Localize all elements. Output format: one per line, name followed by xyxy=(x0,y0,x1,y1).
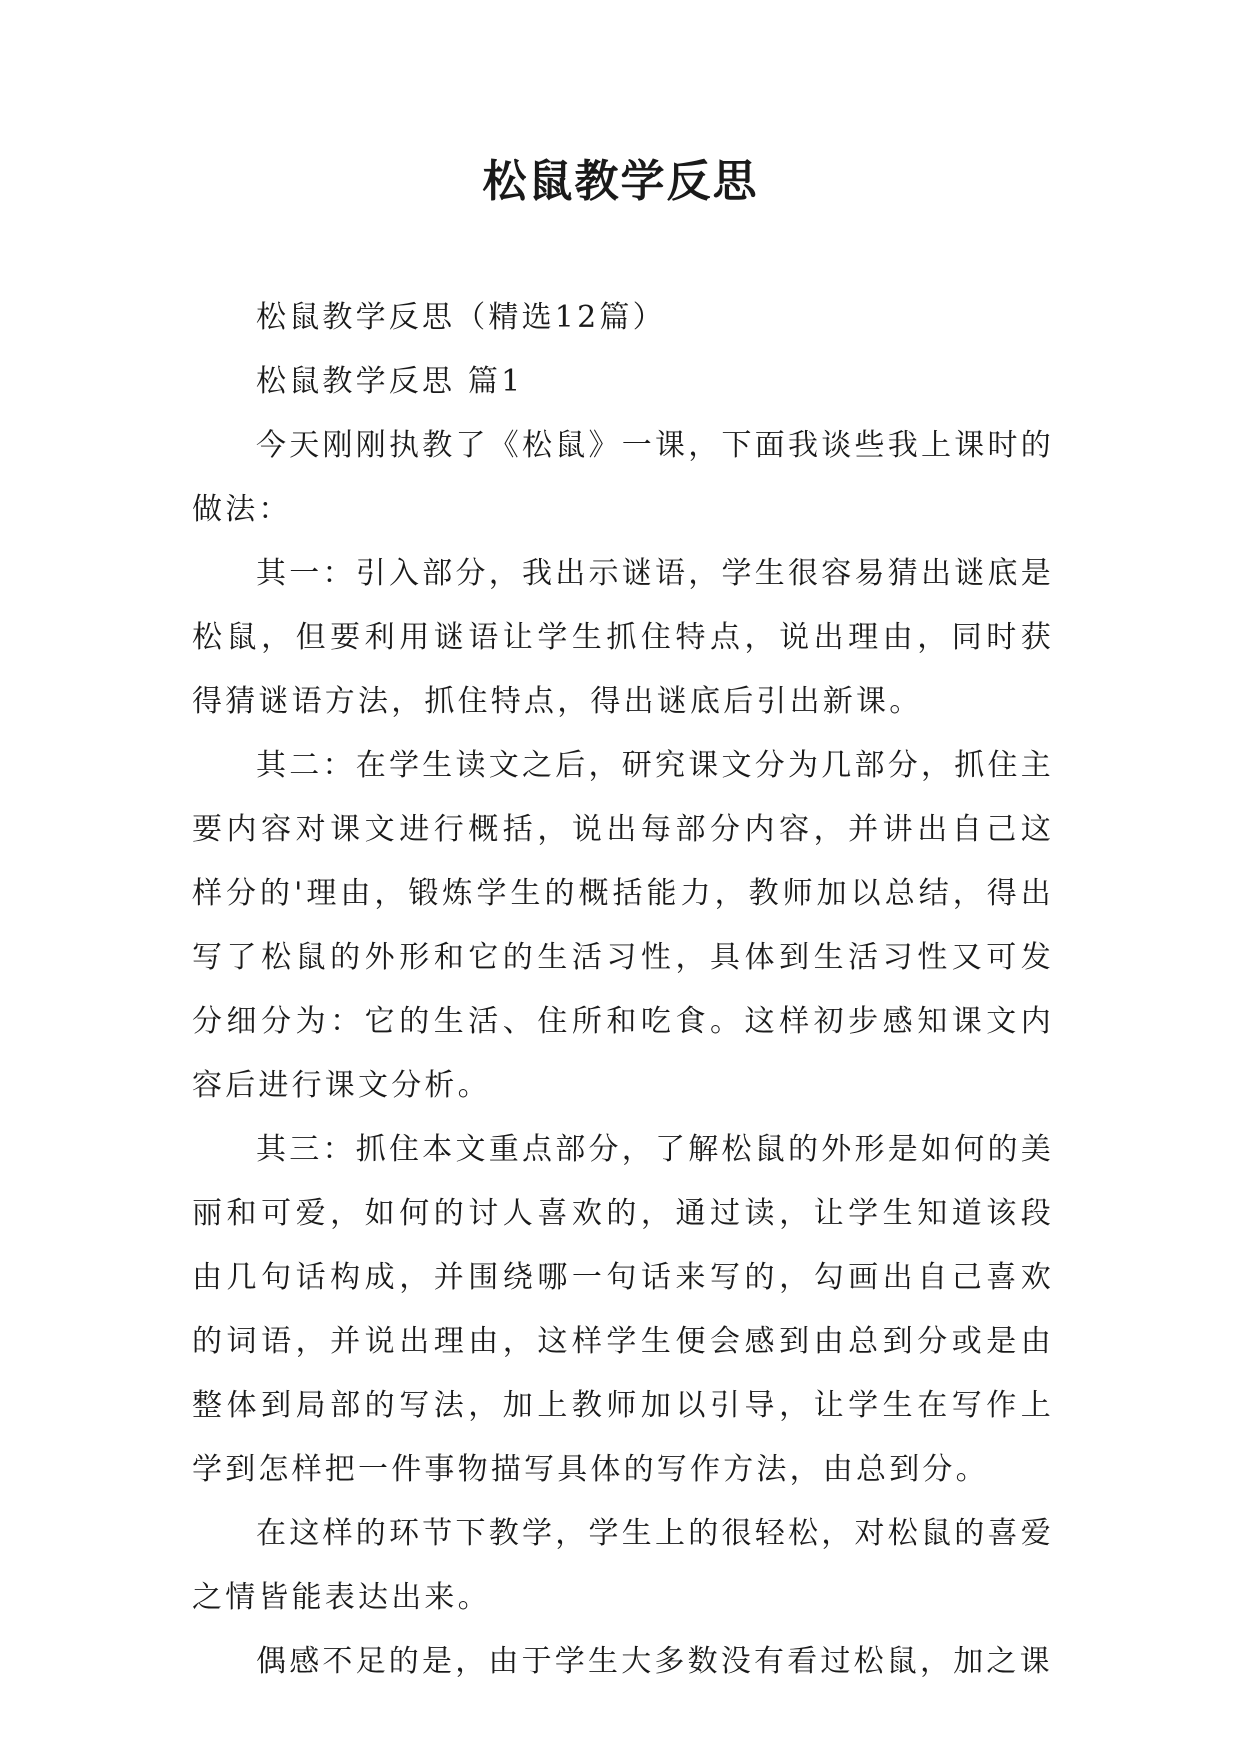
paragraph: 其三：抓住本文重点部分，了解松鼠的外形是如何的美丽和可爱，如何的讨人喜欢的，通过读，让学生知道该段由几句话构成，并围绕哪一句话来写的，勾画出自己喜欢的词语，并说出理由，这样学生便会感到由总到分或是由整体到局部的写法，加上教师加以引导，让学生在写作上学到怎样把一件事物描写具体的写作方法，由总到分。 xyxy=(192,1132,1054,1487)
paragraph: 偶感不足的是，由于学生大多数没有看过松鼠，加之课 xyxy=(256,1644,1053,1679)
paragraph: 在这样的环节下教学，学生上的很轻松，对松鼠的喜爱之情皆能表达出来。 xyxy=(192,1516,1054,1615)
paragraph: 今天刚刚执教了《松鼠》一课，下面我谈些我上课时的做法： xyxy=(192,428,1054,527)
document-body xyxy=(192,286,1054,1694)
document-title: 松鼠教学反思 xyxy=(482,156,759,207)
paragraph: 其二：在学生读文之后，研究课文分为几部分，抓住主要内容对课文进行概括，说出每部分内容，并讲出自己这样分的'理由，锻炼学生的概括能力，教师加以总结，得出写了松鼠的外形和它的生活习性，具体到生活习性又可发分细分为：它的生活、住所和吃食。这样初步感知课文内容后进行课文分析。 xyxy=(192,748,1054,1103)
paragraph: 其一：引入部分，我出示谜语，学生很容易猜出谜底是松鼠，但要利用谜语让学生抓住特点，说出理由，同时获得猜谜语方法，抓住特点，得出谜底后引出新课。 xyxy=(192,556,1054,719)
section-heading: 松鼠教学反思 篇1 xyxy=(256,364,524,399)
document-subtitle: 松鼠教学反思（精选12篇） xyxy=(256,300,666,335)
